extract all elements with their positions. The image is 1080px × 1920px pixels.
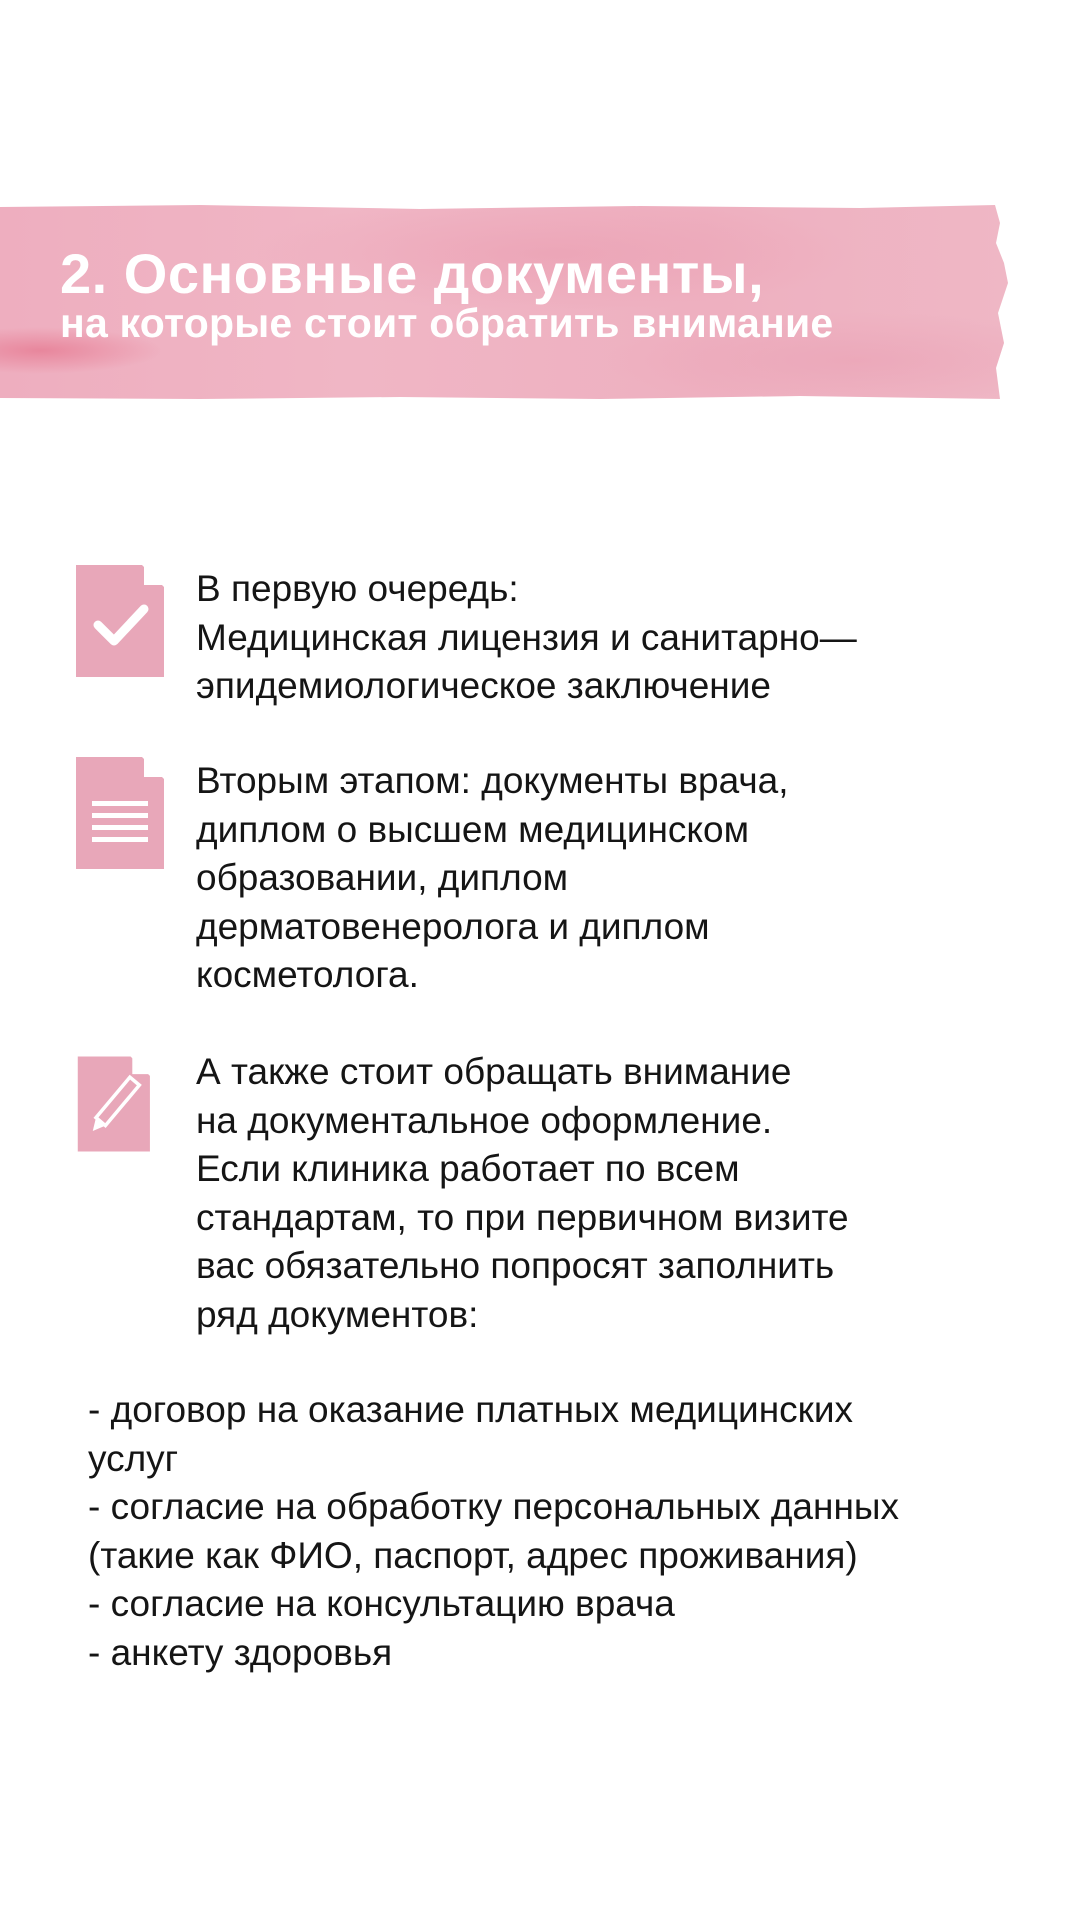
header-text — [60, 242, 834, 346]
list-item: - согласие на обработку персональных данных — [88, 1486, 899, 1527]
page-subtitle: на которые стоит обратить внимание — [60, 300, 834, 346]
list-item: - анкету здоровья — [88, 1631, 393, 1673]
text-line: образовании, диплом — [196, 857, 569, 898]
document-check-icon — [76, 565, 164, 677]
text-line: стандартам, то при первичном визите — [196, 1196, 849, 1238]
document-lines-icon — [76, 757, 164, 869]
list-item: - договор на оказание платных медицинских — [88, 1389, 853, 1430]
text-line: А также стоит обращать внимание — [196, 1051, 792, 1092]
text-line: вас обязательно попросят заполнить — [196, 1245, 835, 1286]
text-line: дерматовенеролога и диплом — [196, 905, 710, 947]
text-line: Медицинская лицензия и санитарно— — [196, 616, 857, 658]
page-title: 2. Основные документы, — [60, 242, 765, 305]
section-license-text — [196, 565, 1016, 711]
text-line: Вторым этапом: документы врача, — [196, 760, 789, 801]
text-line: В первую очередь: — [196, 568, 519, 609]
text-line: диплом о высшем медицинском — [196, 808, 750, 850]
list-item: - согласие на консультацию врача — [88, 1583, 675, 1624]
header-banner — [0, 203, 1010, 401]
text-line: ряд документов: — [196, 1293, 479, 1335]
text-line: на документальное оформление. — [196, 1099, 773, 1141]
documents-list — [88, 1386, 1048, 1677]
list-item: услуг — [88, 1437, 179, 1479]
text-line: косметолога. — [196, 954, 419, 995]
document-pencil-icon — [76, 1048, 164, 1160]
section-diplomas-text — [196, 757, 1016, 1000]
text-line: Если клиника работает по всем — [196, 1148, 740, 1189]
text-line: эпидемиологическое заключение — [196, 665, 771, 706]
list-item: (такие как ФИО, паспорт, адрес проживания) — [88, 1534, 858, 1576]
section-paperwork-text — [196, 1048, 1016, 1339]
